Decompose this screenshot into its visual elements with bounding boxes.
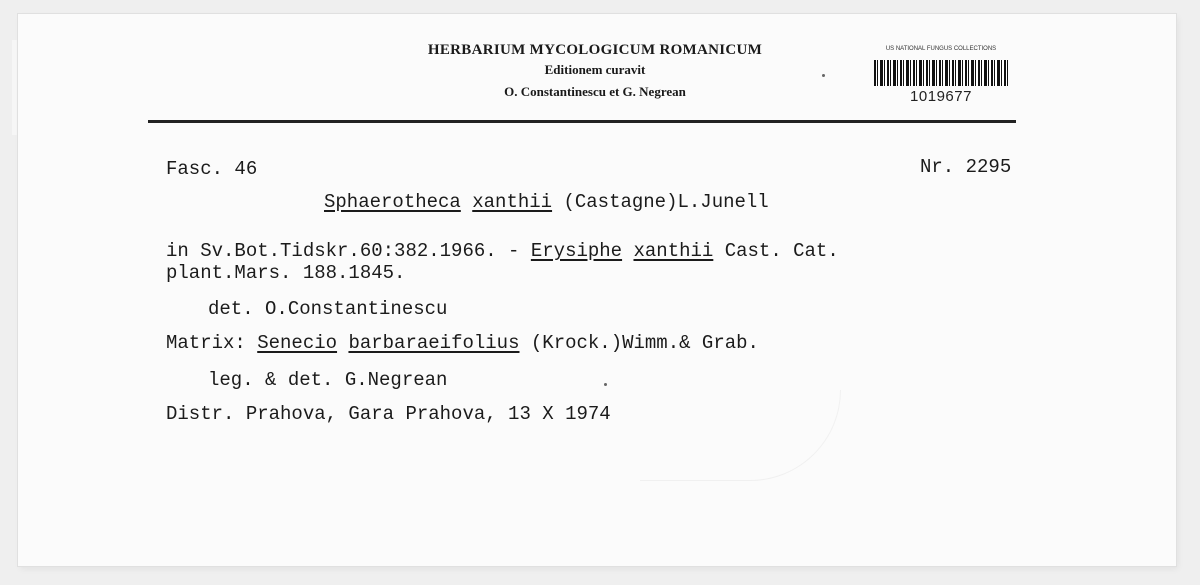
species-genus: Sphaerotheca: [324, 191, 461, 213]
barcode-number: 1019677: [910, 88, 972, 105]
herbarium-title: HERBARIUM MYCOLOGICUM ROMANICUM: [427, 42, 763, 58]
barcode-icon: [874, 60, 1008, 86]
citation-text-end: Cast. Cat.: [713, 240, 839, 262]
locality-date: Distr. Prahova, Gara Prahova, 13 X 1974: [166, 403, 611, 425]
species-author: (Castagne)L.Junell: [552, 191, 769, 213]
collector: leg. & det. G.Negrean: [208, 369, 448, 391]
citation-line-1: [166, 240, 839, 262]
editor-caption: Editionem curavit: [544, 62, 646, 77]
barcode-block: [868, 42, 1014, 108]
host-genus: Senecio: [257, 332, 338, 354]
host-epithet: barbaraeifolius: [348, 332, 520, 354]
matrix-label: Matrix:: [166, 332, 258, 354]
editor-names: O. Constantinescu et G. Negrean: [504, 84, 686, 99]
species-epithet: xanthii: [472, 191, 553, 213]
exsiccata-number: Nr. 2295: [920, 156, 1012, 178]
determiner: det. O.Constantinescu: [208, 298, 448, 320]
species-name: [324, 191, 769, 213]
basionym-epithet: xanthii: [633, 240, 714, 262]
barcode-caption: US NATIONAL FUNGUS COLLECTIONS: [885, 46, 997, 52]
matrix-line: [166, 332, 759, 354]
ink-speck: [604, 383, 607, 386]
basionym-genus: Erysiphe: [530, 240, 623, 262]
citation-line-2: plant.Mars. 188.1845.: [166, 262, 406, 284]
citation-text: in Sv.Bot.Tidskr.60:382.1966. -: [166, 240, 531, 262]
header-divider: [148, 120, 1016, 123]
ink-speck: [822, 74, 825, 77]
host-author: (Krock.)Wimm.& Grab.: [519, 332, 759, 354]
fascicle-number: Fasc. 46: [166, 158, 258, 180]
